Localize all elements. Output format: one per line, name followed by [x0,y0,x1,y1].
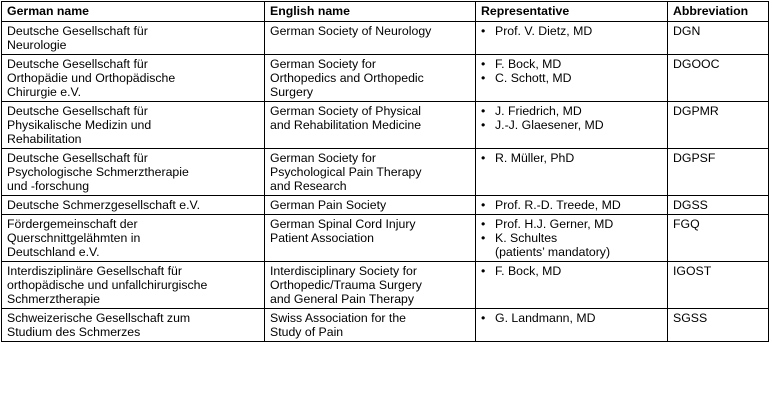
english-name-cell [265,196,476,215]
english-name-cell-line: German Society for [270,57,376,71]
representative-list [481,151,662,165]
english-name-cell-line: German Society for [270,151,376,165]
representative-name: (patients’ mandatory) [495,245,611,259]
representative-list [481,57,662,85]
german-name-cell-line: Physikalische Medizin und [7,118,152,132]
german-name-cell-line: Fördergemeinschaft der [7,217,138,231]
table-row [2,102,769,149]
representative-list [481,198,662,212]
header-abbreviation: Abbreviation [668,2,769,22]
table-body [2,22,769,342]
german-name-cell-line: Schmerztherapie [7,292,100,306]
table-row [2,196,769,215]
representative-name: • G. Landmann, MD [495,311,596,325]
german-name-cell-line: Deutsche Gesellschaft für [7,57,148,71]
table-row [2,262,769,309]
abbreviation-cell: DGOOC [668,55,769,102]
header-german-name: German name [2,2,265,22]
english-name-cell [265,102,476,149]
abbreviation-cell: DGPSF [668,149,769,196]
german-name-cell-line: Studium des Schmerzes [7,325,141,339]
representative-list [481,217,662,259]
representative-cell [476,102,668,149]
table-row [2,309,769,342]
representative-item [481,231,662,259]
representative-cell [476,149,668,196]
representative-name: • Prof. R.-D. Treede, MD [495,198,621,212]
german-name-cell-line: Neurologie [7,38,67,52]
german-name-cell-line: orthopädische und unfallchirurgische [7,278,208,292]
german-name-cell-line: und -forschung [7,179,90,193]
abbreviation-cell: FGQ [668,215,769,262]
english-name-cell-line: German Society of Neurology [270,24,432,38]
english-name-cell [265,55,476,102]
english-name-cell-line: Surgery [270,85,314,99]
representative-name: • F. Bock, MD [495,57,562,71]
english-name-cell-line: Patient Association [270,231,374,245]
english-name-cell [265,262,476,309]
german-name-cell-line: Psychologische Schmerztherapie [7,165,189,179]
english-name-cell [265,149,476,196]
representative-cell [476,55,668,102]
german-name-cell [2,262,265,309]
german-name-cell [2,215,265,262]
german-name-cell [2,102,265,149]
english-name-cell-line: German Spinal Cord Injury [270,217,416,231]
representative-cell [476,309,668,342]
table-row [2,215,769,262]
german-name-cell [2,149,265,196]
header-representative: Representative [476,2,668,22]
german-name-cell-line: Deutsche Gesellschaft für [7,104,148,118]
abbreviation-cell: DGN [668,22,769,55]
representative-cell [476,215,668,262]
representative-name: • C. Schott, MD [495,71,572,85]
representative-name: • J. Friedrich, MD [495,104,582,118]
german-name-cell-line: Deutschland e.V. [7,245,100,259]
abbreviation-cell: SGSS [668,309,769,342]
english-name-cell-line: Interdisciplinary Society for [270,264,417,278]
english-name-cell-line: Orthopedic/Trauma Surgery [270,278,422,292]
german-name-cell-line: Interdisziplinäre Gesellschaft für [7,264,182,278]
representative-list [481,104,662,132]
german-name-cell-line: Querschnittgelähmten in [7,231,141,245]
table-row [2,149,769,196]
english-name-cell-line: and General Pain Therapy [270,292,415,306]
english-name-cell-line: German Pain Society [270,198,387,212]
representative-name: • K. Schultes [495,231,558,245]
english-name-cell [265,22,476,55]
german-name-cell [2,22,265,55]
representative-item [481,151,662,165]
english-name-cell [265,309,476,342]
english-name-cell-line: Study of Pain [270,325,344,339]
english-name-cell-line: and Rehabilitation Medicine [270,118,422,132]
abbreviation-cell: IGOST [668,262,769,309]
representative-cell [476,262,668,309]
english-name-cell [265,215,476,262]
representative-item [481,24,662,38]
abbreviation-cell: DGPMR [668,102,769,149]
english-name-cell-line: Psychological Pain Therapy [270,165,422,179]
representative-item [481,57,662,71]
table-row [2,55,769,102]
representative-item [481,104,662,118]
representative-item [481,264,662,278]
representative-item [481,118,662,132]
representative-list [481,311,662,325]
german-name-cell-line: Schweizerische Gesellschaft zum [7,311,191,325]
german-name-cell-line: Orthopädie und Orthopädische [7,71,176,85]
representative-name: • J.-J. Glaesener, MD [495,118,604,132]
representative-list [481,264,662,278]
representative-item [481,217,662,231]
representative-list [481,24,662,38]
representative-cell [476,22,668,55]
english-name-cell-line: Orthopedics and Orthopedic [270,71,424,85]
representative-item [481,311,662,325]
german-name-cell [2,55,265,102]
german-name-cell-line: Deutsche Gesellschaft für [7,151,148,165]
societies-table [1,1,769,342]
header-row [2,2,769,22]
german-name-cell-line: Deutsche Schmerzgesellschaft e.V. [7,198,200,212]
german-name-cell-line: Rehabilitation [7,132,82,146]
representative-name: • R. Müller, PhD [495,151,575,165]
german-name-cell [2,309,265,342]
english-name-cell-line: German Society of Physical [270,104,422,118]
english-name-cell-line: Swiss Association for the [270,311,407,325]
german-name-cell [2,196,265,215]
english-name-cell-line: and Research [270,179,347,193]
representative-name: • Prof. V. Dietz, MD [495,24,593,38]
representative-name: • Prof. H.J. Gerner, MD [495,217,614,231]
representative-name: • F. Bock, MD [495,264,562,278]
table-row [2,22,769,55]
representative-item [481,198,662,212]
representative-cell [476,196,668,215]
german-name-cell-line: Deutsche Gesellschaft für [7,24,148,38]
abbreviation-cell: DGSS [668,196,769,215]
header-english-name: English name [265,2,476,22]
representative-item [481,71,662,85]
german-name-cell-line: Chirurgie e.V. [7,85,82,99]
